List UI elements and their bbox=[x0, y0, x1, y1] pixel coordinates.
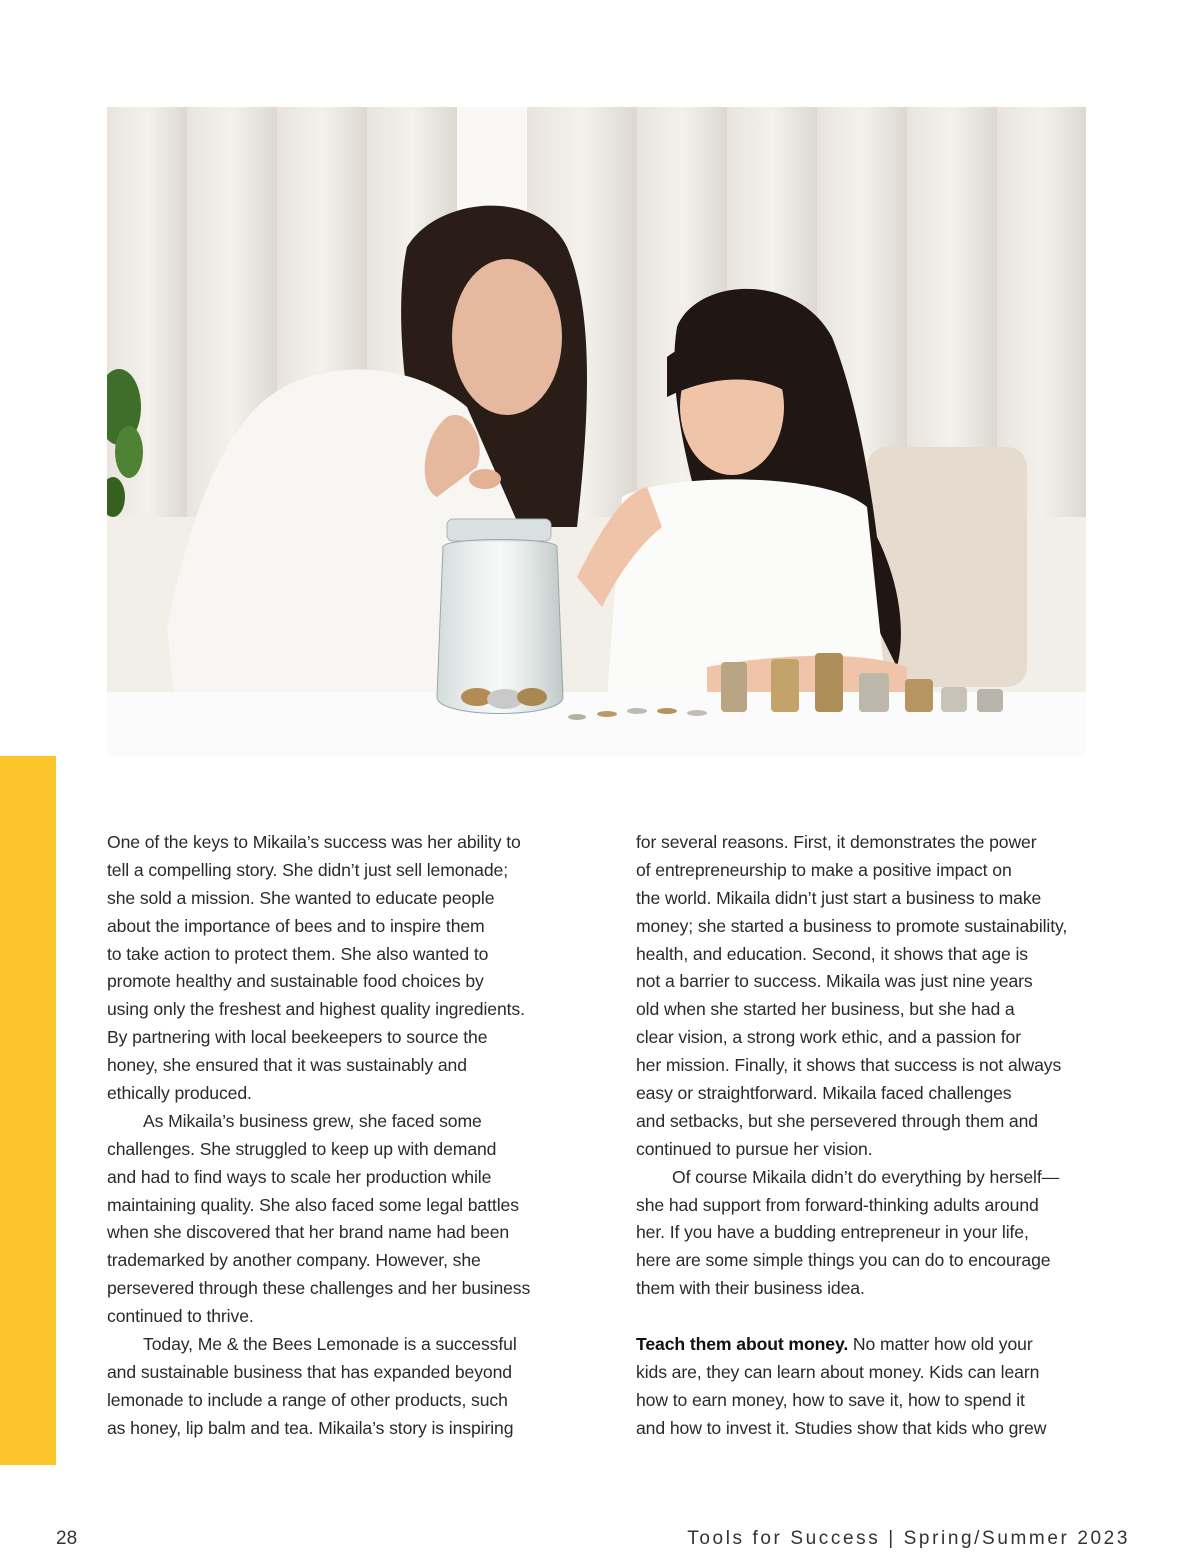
paragraph-spacer bbox=[636, 1303, 1136, 1331]
paragraph-line: and sustainable business that has expanded beyond bbox=[107, 1361, 512, 1382]
white-table bbox=[107, 692, 1086, 756]
paragraph-line: and how to invest it. Studies show that kids who grew bbox=[636, 1417, 1047, 1438]
paragraph-line: her mission. Finally, it shows that success is not always bbox=[636, 1055, 1062, 1076]
paragraph-line: using only the freshest and highest quality ingredients. bbox=[107, 999, 525, 1020]
paragraph-line: persevered through these challenges and her business bbox=[107, 1278, 531, 1299]
glass-coin-jar bbox=[437, 519, 563, 714]
tip-first-line bbox=[636, 1331, 1136, 1359]
publication-footer: Tools for Success | Spring/Summer 2023 bbox=[687, 1528, 1130, 1549]
paragraph-line: money; she started a business to promote sustainability, bbox=[636, 915, 1068, 936]
article-right-column bbox=[636, 829, 1136, 1443]
paragraph-line: easy or straightforward. Mikaila faced challenges bbox=[636, 1083, 1012, 1104]
paragraph-line: One of the keys to Mikaila’s success was her ability to bbox=[107, 832, 521, 852]
paragraph-line: for several reasons. First, it demonstrates the power bbox=[636, 832, 1037, 852]
paragraph-line: her. If you have a budding entrepreneur in your life, bbox=[636, 1222, 1029, 1243]
tip-heading: Teach them about money. bbox=[636, 1334, 849, 1355]
article-left-column bbox=[107, 829, 607, 1443]
paragraph-line: she sold a mission. She wanted to educate people bbox=[107, 887, 495, 908]
paragraph-line: as honey, lip balm and tea. Mikaila’s story is inspiring bbox=[107, 1417, 514, 1438]
paragraph-line: the world. Mikaila didn’t just start a business to make bbox=[636, 887, 1042, 908]
paragraph-line: and had to find ways to scale her production while bbox=[107, 1166, 492, 1187]
accent-bar bbox=[0, 756, 56, 1465]
paragraph-line: old when she started her business, but she had a bbox=[636, 999, 1015, 1020]
paragraph-line: lemonade to include a range of other products, such bbox=[107, 1389, 508, 1410]
paragraph-line: tell a compelling story. She didn’t just sell lemonade; bbox=[107, 859, 508, 880]
paragraph-line: to take action to protect them. She also wanted to bbox=[107, 943, 489, 964]
paragraph-line: Today, Me & the Bees Lemonade is a successful bbox=[143, 1334, 517, 1355]
paragraph-line: challenges. She struggled to keep up with demand bbox=[107, 1138, 497, 1159]
paragraph-line: trademarked by another company. However, she bbox=[107, 1250, 481, 1271]
paragraph-line: continued to thrive. bbox=[107, 1306, 254, 1327]
paragraph-line: when she discovered that her brand name had been bbox=[107, 1222, 510, 1243]
tip-text: No matter how old your bbox=[848, 1334, 1033, 1355]
paragraph-line: ethically produced. bbox=[107, 1083, 252, 1104]
paragraph-line: health, and education. Second, it shows that age is bbox=[636, 943, 1029, 964]
paragraph-line: promote healthy and sustainable food choices by bbox=[107, 971, 484, 992]
paragraph-line: kids are, they can learn about money. Kids can learn bbox=[636, 1361, 1040, 1382]
paragraph-line: maintaining quality. She also faced some legal battles bbox=[107, 1194, 519, 1215]
paragraph-line: about the importance of bees and to inspire them bbox=[107, 915, 485, 936]
paragraph-line: By partnering with local beekeepers to source the bbox=[107, 1027, 488, 1048]
paragraph-line: them with their business idea. bbox=[636, 1278, 865, 1299]
paragraph-line: here are some simple things you can do to encourage bbox=[636, 1250, 1051, 1271]
paragraph-line: continued to pursue her vision. bbox=[636, 1138, 873, 1159]
paragraph-line: not a barrier to success. Mikaila was just nine years bbox=[636, 971, 1033, 992]
paragraph-line: she had support from forward-thinking adults around bbox=[636, 1194, 1039, 1215]
paragraph-line: of entrepreneurship to make a positive impact on bbox=[636, 859, 1012, 880]
paragraph-line: how to earn money, how to save it, how to spend it bbox=[636, 1389, 1025, 1410]
paragraph-line: Of course Mikaila didn’t do everything by herself— bbox=[672, 1166, 1060, 1187]
paragraph-line: and setbacks, but she persevered through them and bbox=[636, 1110, 1038, 1131]
mother-and-daughter-saving-coins-photo bbox=[107, 107, 1086, 756]
article-photo bbox=[107, 107, 1086, 756]
page-number: 28 bbox=[56, 1528, 78, 1549]
paragraph-line: honey, she ensured that it was sustainably and bbox=[107, 1055, 467, 1076]
paragraph-line: As Mikaila’s business grew, she faced some bbox=[143, 1110, 482, 1131]
paragraph-line: clear vision, a strong work ethic, and a passion for bbox=[636, 1027, 1021, 1048]
